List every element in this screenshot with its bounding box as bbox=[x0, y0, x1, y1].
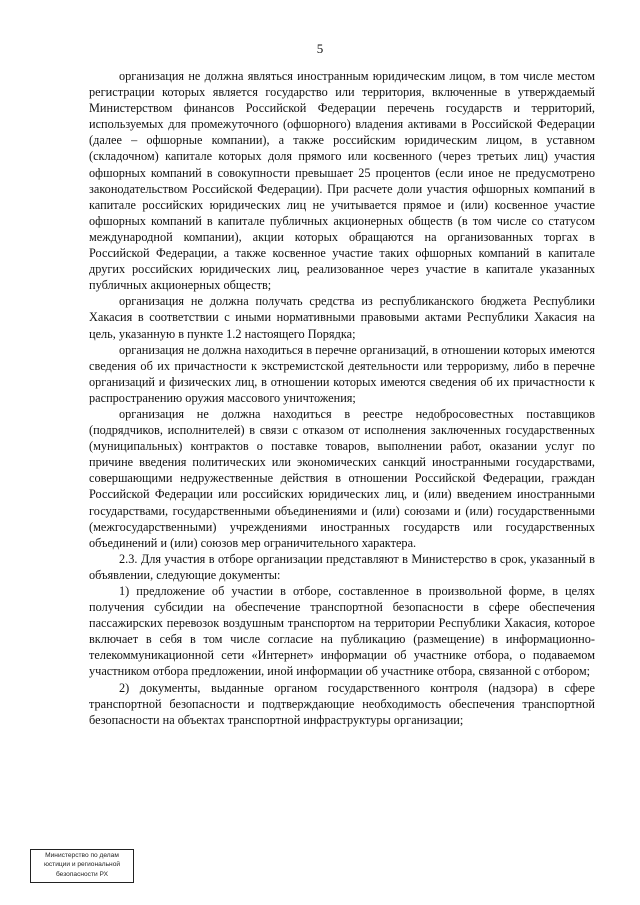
paragraph-document-item-1: 1) предложение об участии в отборе, составленное в произвольной форме, в целях получения субсидии на обеспечение транспортной безопасности в сфере обеспечения пассажирских перевозок воздушным транспортом на территории Республики Хакасия, которое включает в себя в том числе согласие на публикацию (размещение) в информационно-телекоммуникационной сети «Интернет» информации об участнике отбора, о подаваемом участником отбора предложении, иной информации об участнике отбора, связанной с отбором; bbox=[89, 584, 595, 679]
stamp-line-3: безопасности РХ bbox=[55, 870, 108, 878]
paragraph-document-item-2: 2) документы, выданные органом государственного контроля (надзора) в сфере транспортной безопасности и подтверждающие необходимость обеспечения транспортной безопасности на объектах транспортной инфраструктуры организации; bbox=[89, 680, 595, 727]
paragraph-extremism-list-condition: организация не должна находиться в перечне организаций, в отношении которых имеются сведения об их причастности к экстремистской деятельности или терроризму, либо в перечне организаций и физических лиц, в отношении которых имеются сведения об их причастности к распространению оружия массового уничтожения; bbox=[89, 342, 595, 405]
stamp-line-2: юстиции и региональной bbox=[43, 861, 121, 869]
document-body bbox=[89, 68, 595, 728]
stamp-line-1: Министерство по делам bbox=[45, 852, 119, 859]
page-number: 5 bbox=[316, 41, 324, 56]
paragraph-offshore-condition: организация не должна являться иностранным юридическим лицом, в том числе местом регистрации которых является государство или территория, включенные в утверждаемый Министерством финансов Российской Федерации перечень государств и территорий, используемых для промежуточного (офшорного) владения активами в Российской Федерации (далее – офшорные компании), а также российским юридическим лицом, в уставном (складочном) капитале которых доля прямого или косвенного (через третьих лиц) участия офшорных компаний в совокупности превышает 25 процентов (если иное не предусмотрено законодательством Российской Федерации). При расчете доли участия офшорных компаний в капитале российских юридических лиц не учитывается прямое и (или) косвенное участие офшорных компаний в капитале публичных акционерных обществ (в том числе со статусом международной компании), акции которых обращаются на организованных торгах в Российской Федерации, а также косвенное участие таких офшорных компаний в капитале других российских юридических лиц, реализованное через участие в капитале указанных публичных акционерных обществ; bbox=[89, 69, 595, 293]
ministry-stamp bbox=[30, 849, 134, 883]
paragraph-section-2-3: 2.3. Для участия в отборе организации представляют в Министерство в срок, указанный в объявлении, следующие документы: bbox=[89, 551, 595, 582]
paragraph-unfair-suppliers-condition: организация не должна находиться в реестре недобросовестных поставщиков (подрядчиков, исполнителей) в связи с отказом от исполнения заключенных государственных (муниципальных) контрактов о поставке товаров, выполнении работ, оказании услуг по причине введения политических или экономических санкций иностранными государствами, совершающими недружественные действия в отношении Российской Федерации, граждан Российской Федерации или российских юридических лиц, и (или) введением иностранными государствами, государственными объединениями и (или) союзами и (или) государственными (межгосударственными) учреждениями иностранных государств или государственных объединений и (или) союзов мер ограничительного характера. bbox=[89, 406, 595, 550]
paragraph-budget-funds-condition: организация не должна получать средства из республиканского бюджета Республики Хакасия в соответствии с иными нормативными правовыми актами Республики Хакасия на цель, указанную в пункте 1.2 настоящего Порядка; bbox=[89, 294, 595, 341]
